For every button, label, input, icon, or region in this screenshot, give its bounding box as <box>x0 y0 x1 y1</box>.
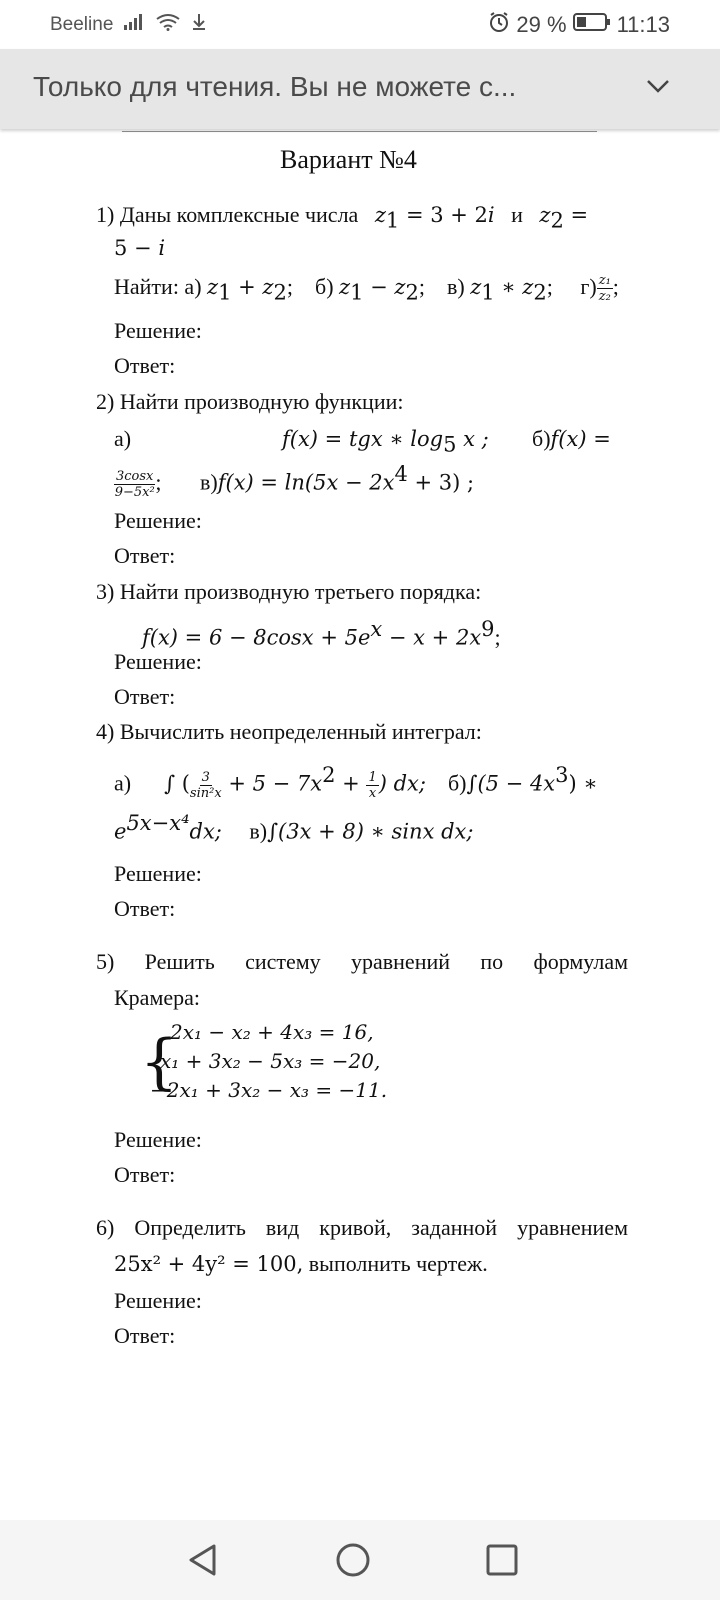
download-icon <box>191 13 207 37</box>
system-equation-1: 2x₁ − x₂ + 4x₃ = 16, <box>170 1020 374 1044</box>
task-1-statement-cont: 5 − i <box>114 236 166 260</box>
task-6-statement: 6) Определить вид кривой, заданной уравнением <box>96 1215 628 1240</box>
carrier-name: Beeline <box>50 14 114 35</box>
back-button[interactable] <box>183 1540 223 1580</box>
task-3-solution-label: Решение: <box>114 649 202 674</box>
wifi-icon <box>155 13 181 37</box>
task-5-solution-label: Решение: <box>114 1127 202 1152</box>
home-circle-icon <box>335 1542 371 1578</box>
navigation-bar <box>0 1520 720 1600</box>
battery-percent: 29 % <box>516 12 567 37</box>
alarm-icon <box>488 11 510 39</box>
task-4-b-c-formulas: $e^{5x-x^4}dx$; в)∫(3x + 8) ∗ sinx dx; <box>114 811 474 844</box>
clock-time: 11:13 <box>616 12 670 37</box>
status-bar <box>0 0 720 48</box>
task-1-find: Найти: а) $z_1 + z_2$; б) $z_1 - z_2$; в) $z_1$ ∗ $z_2$; г) $\frac{\text{z₁}}{\text{z₂}}$ ; <box>114 273 619 305</box>
task-3-answer-label: Ответ: <box>114 684 176 709</box>
task-2-answer-label: Ответ: <box>114 543 176 568</box>
back-triangle-icon <box>186 1543 220 1577</box>
task-4-a-b-formulas: а) ∫ ( $\frac{3}{\text{sin²x}}$ + $5 - 7x^2$ + $\frac{1}{x}$ ) dx; $б)\int(5 - 4x^3)$ ∗ <box>114 763 598 801</box>
task-4-statement: 4) Вычислить неопределенный интеграл: <box>96 719 482 744</box>
task-5-statement-cont: Крамера: <box>114 985 201 1010</box>
task-4-solution-label: Решение: <box>114 861 202 886</box>
recents-square-icon <box>486 1544 518 1576</box>
task-2-a-label: а) <box>114 426 132 451</box>
task-2-b-c-formulas: $\frac{3\cos x}{\text{9−5x²}}$ ; $в)f(x) = \ln(5x - 2x^4 + 3)$ ; <box>114 462 475 500</box>
task-2-solution-label: Решение: <box>114 508 202 533</box>
read-only-banner[interactable] <box>0 49 720 129</box>
task-5-answer-label: Ответ: <box>114 1162 176 1187</box>
home-button[interactable] <box>333 1540 373 1580</box>
task-1-statement: 1) Даны комплексные числа $z_1 = 3 + 2i$ и $z_2$ = <box>96 202 589 233</box>
battery-icon <box>573 12 611 38</box>
task-3-formula: $f(x) = 6 - 8\cos x + 5e^x - x + 2x^9$; <box>142 617 501 650</box>
signal-icon <box>123 13 145 37</box>
task-6-solution-label: Решение: <box>114 1288 202 1313</box>
system-equation-3: −2x₁ + 3x₂ − x₃ = −11. <box>150 1078 388 1102</box>
task-2-b-start: б)f(x) = <box>532 426 611 451</box>
document-page <box>0 130 720 1520</box>
chevron-down-icon[interactable] <box>646 79 670 98</box>
task-2-statement: 2) Найти производную функции: <box>96 389 404 414</box>
task-4-answer-label: Ответ: <box>114 896 176 921</box>
page-title: Вариант №4 <box>280 145 417 174</box>
banner-message: Только для чтения. Вы не можете с... <box>33 71 517 102</box>
task-5-statement: 5) Решить систему уравнений по формулам <box>96 949 628 974</box>
task-2-a-formula: f(x) = tgx ∗ $\log_5 x$ ; <box>282 427 489 457</box>
task-6-statement-cont: 25x² + 4y² = 100, выполнить чертеж. <box>114 1251 488 1276</box>
recents-button[interactable] <box>482 1540 522 1580</box>
task-3-statement: 3) Найти производную третьего порядка: <box>96 579 482 604</box>
system-equation-2: x₁ + 3x₂ − 5x₃ = −20, <box>160 1049 381 1073</box>
system-brace: { <box>140 1027 179 1097</box>
task-1-solution-label: Решение: <box>114 318 202 343</box>
task-6-answer-label: Ответ: <box>114 1323 176 1348</box>
task-1-answer-label: Ответ: <box>114 353 176 378</box>
